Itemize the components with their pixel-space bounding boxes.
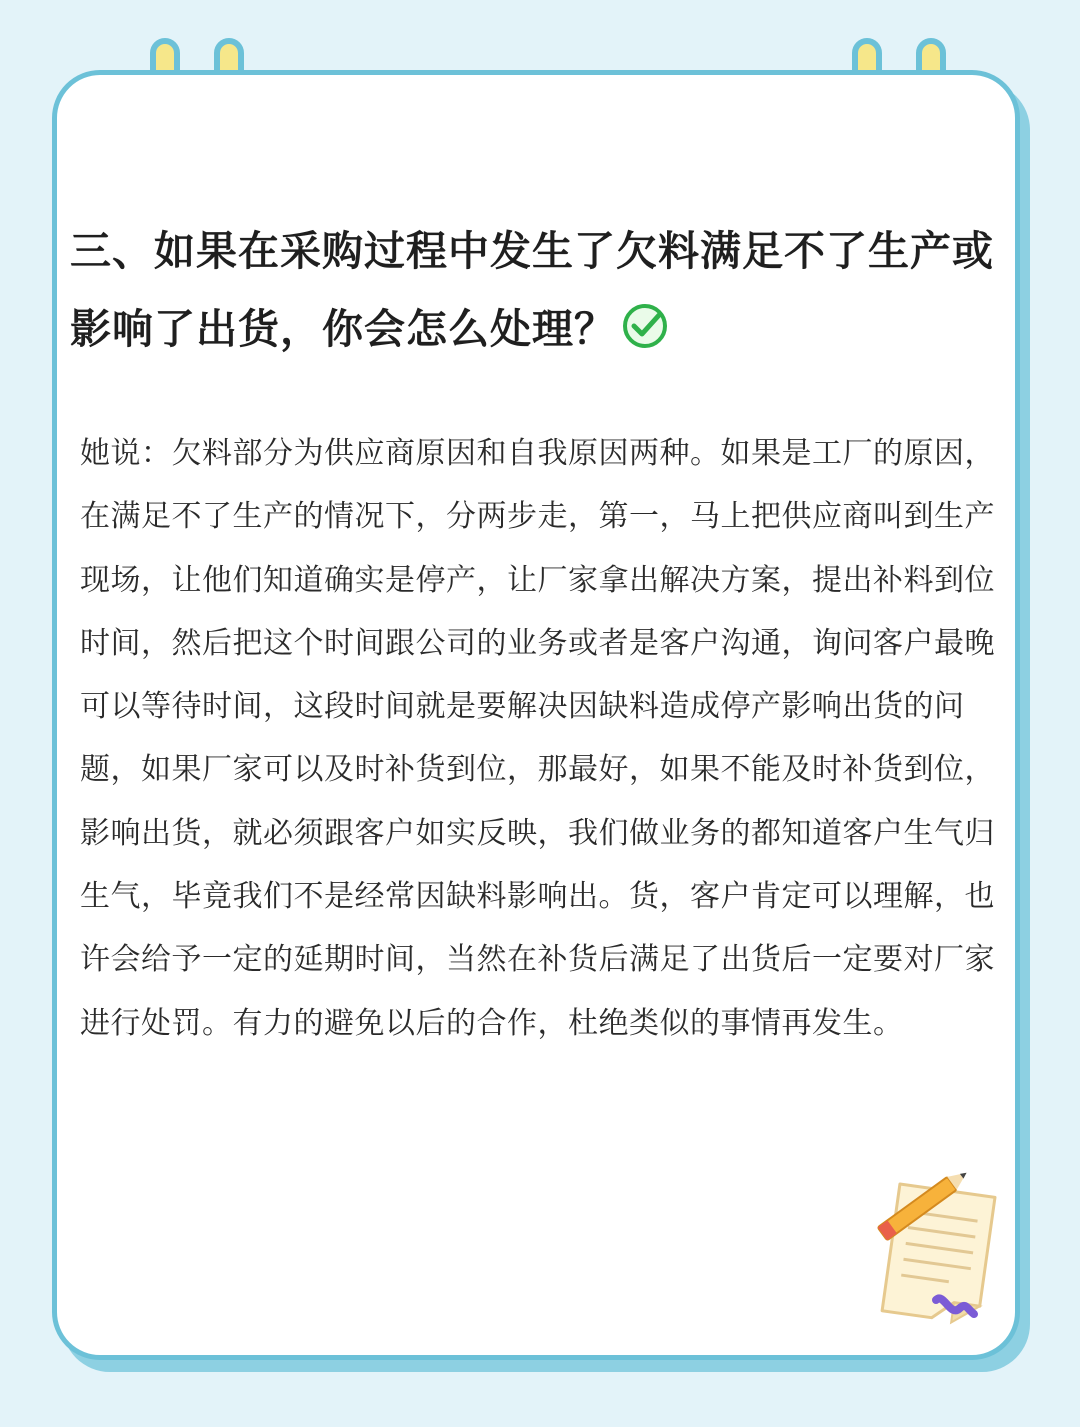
question-heading-text: 三、如果在采购过程中发生了欠料满足不了生产或影响了出货，你会怎么处理？: [70, 227, 994, 353]
notepad-pencil-icon: [868, 1168, 998, 1328]
question-heading: [70, 212, 1010, 368]
check-circle-icon: [620, 301, 670, 351]
answer-paragraph: 她说：欠料部分为供应商原因和自我原因两种。如果是工厂的原因，在满足不了生产的情况下，分两步走，第一，马上把供应商叫到生产现场，让他们知道确实是停产，让厂家拿出解决方案，提出补料到位时间，然后把这个时间跟公司的业务或者是客户沟通，询问客户最晚可以等待时间，这段时间就是要解决因缺料造成停产影响出货的问题，如果厂家可以及时补货到位，那最好，如果不能及时补货到位，影响出货，就必须跟客户如实反映，我们做业务的都知道客户生气归生气，毕竟我们不是经常因缺料影响出。货，客户肯定可以理解，也许会给予一定的延期时间，当然在补货后满足了出货后一定要对厂家进行处罚。有力的避免以后的合作，杜绝类似的事情再发生。: [80, 436, 995, 1041]
